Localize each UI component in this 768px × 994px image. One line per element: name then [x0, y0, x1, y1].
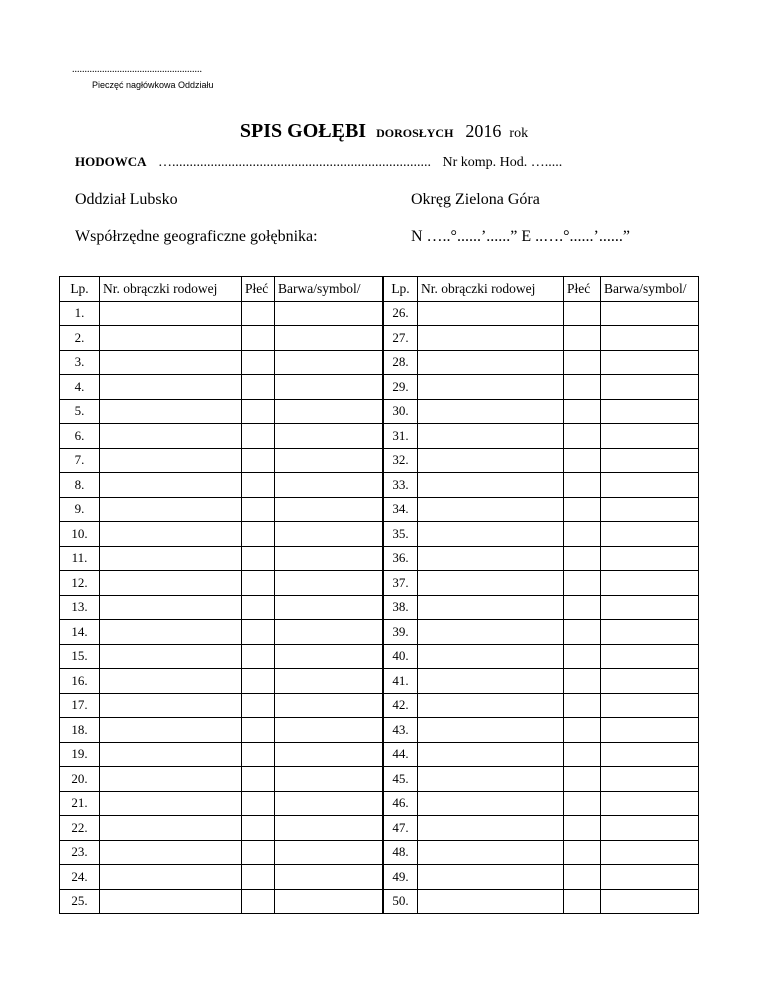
row-number-right: 48. [384, 840, 418, 865]
table-row [60, 473, 699, 498]
table-row [60, 718, 699, 743]
color-cell[interactable] [275, 767, 383, 792]
sex-cell[interactable] [564, 571, 601, 596]
table-body [60, 277, 699, 914]
color-cell[interactable] [275, 375, 383, 400]
header-color-right: Barwa/symbol/ [601, 277, 699, 302]
sex-cell[interactable] [242, 644, 275, 669]
ring-number-cell[interactable] [418, 816, 564, 841]
ring-number-cell[interactable] [100, 865, 242, 890]
sex-cell[interactable] [564, 301, 601, 326]
row-number-right: 31. [384, 424, 418, 449]
ring-number-cell[interactable] [100, 816, 242, 841]
sex-cell[interactable] [242, 571, 275, 596]
ring-number-cell[interactable] [100, 840, 242, 865]
row-number-right: 41. [384, 669, 418, 694]
sex-cell[interactable] [242, 473, 275, 498]
sex-cell[interactable] [564, 767, 601, 792]
color-cell[interactable] [601, 399, 699, 424]
color-cell[interactable] [601, 301, 699, 326]
color-cell[interactable] [601, 571, 699, 596]
sex-cell[interactable] [242, 497, 275, 522]
color-cell[interactable] [601, 791, 699, 816]
row-number-right: 36. [384, 546, 418, 571]
title-main: SPIS GOŁĘBI [239, 120, 367, 142]
table-row [60, 350, 699, 375]
ring-number-cell[interactable] [418, 644, 564, 669]
table-row [60, 522, 699, 547]
ring-number-cell[interactable] [418, 889, 564, 914]
coordinates-field[interactable]: N …..°......’......” E ..….°......’......” [411, 228, 630, 245]
sex-cell[interactable] [564, 375, 601, 400]
sex-cell[interactable] [242, 301, 275, 326]
row-number-left: 10. [60, 522, 100, 547]
title-year: 2016 [465, 121, 502, 141]
table-row [60, 375, 699, 400]
ring-number-cell[interactable] [100, 620, 242, 645]
color-cell[interactable] [275, 669, 383, 694]
row-number-left: 9. [60, 497, 100, 522]
row-number-right: 50. [384, 889, 418, 914]
row-number-right: 32. [384, 448, 418, 473]
sex-cell[interactable] [564, 595, 601, 620]
table-row [60, 595, 699, 620]
ring-number-cell[interactable] [100, 718, 242, 743]
table-row [60, 497, 699, 522]
color-cell[interactable] [275, 865, 383, 890]
row-number-right: 40. [384, 644, 418, 669]
sex-cell[interactable] [242, 693, 275, 718]
sex-cell[interactable] [242, 620, 275, 645]
color-cell[interactable] [601, 473, 699, 498]
row-number-left: 15. [60, 644, 100, 669]
hodowca-line [75, 154, 562, 171]
table-row [60, 742, 699, 767]
ring-number-cell[interactable] [418, 497, 564, 522]
ring-number-cell[interactable] [418, 791, 564, 816]
sex-cell[interactable] [564, 522, 601, 547]
color-cell[interactable] [275, 497, 383, 522]
okreg-text: Okręg Zielona Góra [411, 191, 540, 208]
row-number-left: 17. [60, 693, 100, 718]
ring-number-cell[interactable] [100, 571, 242, 596]
sex-cell[interactable] [242, 546, 275, 571]
row-number-left: 25. [60, 889, 100, 914]
row-number-left: 8. [60, 473, 100, 498]
row-number-right: 37. [384, 571, 418, 596]
row-number-right: 43. [384, 718, 418, 743]
color-cell[interactable] [275, 816, 383, 841]
sex-cell[interactable] [242, 718, 275, 743]
sex-cell[interactable] [242, 840, 275, 865]
row-number-left: 18. [60, 718, 100, 743]
ring-number-cell[interactable] [100, 497, 242, 522]
table-row [60, 669, 699, 694]
table-row [60, 571, 699, 596]
ring-number-cell[interactable] [100, 644, 242, 669]
sex-cell[interactable] [564, 865, 601, 890]
ring-number-cell[interactable] [418, 375, 564, 400]
nr-komp-field[interactable]: Nr komp. Hod. …..... [442, 155, 563, 170]
ring-number-cell[interactable] [100, 448, 242, 473]
table-row [60, 840, 699, 865]
color-cell[interactable] [275, 546, 383, 571]
sex-cell[interactable] [242, 424, 275, 449]
row-number-right: 39. [384, 620, 418, 645]
color-cell[interactable] [601, 644, 699, 669]
ring-number-cell[interactable] [100, 791, 242, 816]
sex-cell[interactable] [242, 326, 275, 351]
title-rok: rok [509, 126, 529, 141]
ring-number-cell[interactable] [418, 595, 564, 620]
sex-cell[interactable] [564, 644, 601, 669]
header-sex-left: Płeć [242, 277, 275, 302]
color-cell[interactable] [275, 399, 383, 424]
row-number-right: 33. [384, 473, 418, 498]
row-number-right: 45. [384, 767, 418, 792]
table-row [60, 301, 699, 326]
stamp-dots: .................................................... [72, 64, 202, 75]
color-cell[interactable] [275, 424, 383, 449]
page-title [0, 120, 768, 143]
ring-number-cell[interactable] [418, 350, 564, 375]
ring-number-cell[interactable] [100, 399, 242, 424]
sex-cell[interactable] [564, 669, 601, 694]
table-row [60, 889, 699, 914]
color-cell[interactable] [601, 595, 699, 620]
ring-number-cell[interactable] [418, 620, 564, 645]
sex-cell[interactable] [242, 767, 275, 792]
sex-cell[interactable] [242, 448, 275, 473]
table-row [60, 791, 699, 816]
table-row [60, 424, 699, 449]
row-number-right: 46. [384, 791, 418, 816]
ring-number-cell[interactable] [100, 522, 242, 547]
table-row [60, 644, 699, 669]
sex-cell[interactable] [564, 448, 601, 473]
row-number-right: 34. [384, 497, 418, 522]
color-cell[interactable] [601, 350, 699, 375]
row-number-right: 29. [384, 375, 418, 400]
row-number-left: 21. [60, 791, 100, 816]
color-cell[interactable] [601, 767, 699, 792]
color-cell[interactable] [601, 522, 699, 547]
ring-number-cell[interactable] [418, 669, 564, 694]
ring-number-cell[interactable] [418, 448, 564, 473]
row-number-left: 4. [60, 375, 100, 400]
ring-number-cell[interactable] [100, 767, 242, 792]
header-lp-left: Lp. [60, 277, 100, 302]
ring-number-cell[interactable] [418, 840, 564, 865]
sex-cell[interactable] [564, 546, 601, 571]
ring-number-cell[interactable] [418, 326, 564, 351]
color-cell[interactable] [601, 546, 699, 571]
ring-number-cell[interactable] [100, 473, 242, 498]
ring-number-cell[interactable] [100, 693, 242, 718]
sex-cell[interactable] [242, 522, 275, 547]
row-number-left: 3. [60, 350, 100, 375]
row-number-right: 28. [384, 350, 418, 375]
table-row [60, 448, 699, 473]
row-number-left: 24. [60, 865, 100, 890]
table-row [60, 546, 699, 571]
ring-number-cell[interactable] [100, 742, 242, 767]
sex-cell[interactable] [242, 865, 275, 890]
row-number-left: 23. [60, 840, 100, 865]
row-number-left: 19. [60, 742, 100, 767]
header-ring-right: Nr. obrączki rodowej [418, 277, 564, 302]
ring-number-cell[interactable] [418, 424, 564, 449]
color-cell[interactable] [275, 350, 383, 375]
table-header-row [60, 277, 699, 302]
color-cell[interactable] [275, 326, 383, 351]
row-number-left: 5. [60, 399, 100, 424]
ring-number-cell[interactable] [418, 742, 564, 767]
ring-number-cell[interactable] [100, 889, 242, 914]
ring-number-cell[interactable] [418, 399, 564, 424]
color-cell[interactable] [275, 448, 383, 473]
sex-cell[interactable] [242, 595, 275, 620]
ring-number-cell[interactable] [418, 693, 564, 718]
color-cell[interactable] [275, 620, 383, 645]
row-number-right: 35. [384, 522, 418, 547]
sex-cell[interactable] [564, 326, 601, 351]
sex-cell[interactable] [242, 399, 275, 424]
ring-number-cell[interactable] [418, 546, 564, 571]
sex-cell[interactable] [564, 742, 601, 767]
color-cell[interactable] [601, 424, 699, 449]
stamp-label: Pieczęć nagłówkowa Oddziału [92, 80, 214, 90]
table-row [60, 865, 699, 890]
header-ring-left: Nr. obrączki rodowej [100, 277, 242, 302]
sex-cell[interactable] [564, 399, 601, 424]
color-cell[interactable] [601, 889, 699, 914]
color-cell[interactable] [601, 669, 699, 694]
sex-cell[interactable] [242, 742, 275, 767]
row-number-right: 38. [384, 595, 418, 620]
hodowca-field[interactable]: ….......................................................................... [158, 155, 431, 170]
ring-number-cell[interactable] [100, 546, 242, 571]
oddzial-text: Oddział Lubsko [75, 191, 178, 208]
sex-cell[interactable] [564, 718, 601, 743]
sex-cell[interactable] [242, 350, 275, 375]
color-cell[interactable] [275, 840, 383, 865]
table-row [60, 693, 699, 718]
color-cell[interactable] [601, 865, 699, 890]
ring-number-cell[interactable] [100, 375, 242, 400]
row-number-left: 22. [60, 816, 100, 841]
row-number-left: 6. [60, 424, 100, 449]
row-number-left: 13. [60, 595, 100, 620]
sex-cell[interactable] [242, 669, 275, 694]
row-number-right: 30. [384, 399, 418, 424]
pigeon-list-table [59, 276, 699, 914]
row-number-right: 49. [384, 865, 418, 890]
color-cell[interactable] [601, 375, 699, 400]
color-cell[interactable] [275, 571, 383, 596]
row-number-right: 42. [384, 693, 418, 718]
header-sex-right: Płeć [564, 277, 601, 302]
sex-cell[interactable] [564, 889, 601, 914]
row-number-right: 44. [384, 742, 418, 767]
color-cell[interactable] [601, 620, 699, 645]
row-number-left: 16. [60, 669, 100, 694]
color-cell[interactable] [601, 718, 699, 743]
color-cell[interactable] [275, 718, 383, 743]
ring-number-cell[interactable] [100, 669, 242, 694]
ring-number-cell[interactable] [100, 595, 242, 620]
sex-cell[interactable] [564, 350, 601, 375]
table-row [60, 620, 699, 645]
table-row [60, 326, 699, 351]
color-cell[interactable] [275, 644, 383, 669]
row-number-left: 2. [60, 326, 100, 351]
ring-number-cell[interactable] [418, 522, 564, 547]
sex-cell[interactable] [242, 889, 275, 914]
sex-cell[interactable] [564, 840, 601, 865]
table-row [60, 399, 699, 424]
ring-number-cell[interactable] [418, 767, 564, 792]
sex-cell[interactable] [242, 791, 275, 816]
coordinates-label: Współrzędne geograficzne gołębnika: [75, 228, 318, 245]
ring-number-cell[interactable] [100, 326, 242, 351]
row-number-left: 12. [60, 571, 100, 596]
sex-cell[interactable] [242, 816, 275, 841]
header-color-left: Barwa/symbol/ [275, 277, 383, 302]
title-sub: DOROSŁYCH [376, 126, 454, 140]
color-cell[interactable] [601, 840, 699, 865]
ring-number-cell[interactable] [418, 571, 564, 596]
row-number-right: 27. [384, 326, 418, 351]
sex-cell[interactable] [564, 693, 601, 718]
color-cell[interactable] [601, 497, 699, 522]
row-number-left: 11. [60, 546, 100, 571]
sex-cell[interactable] [564, 816, 601, 841]
ring-number-cell[interactable] [418, 718, 564, 743]
row-number-left: 14. [60, 620, 100, 645]
row-number-left: 1. [60, 301, 100, 326]
color-cell[interactable] [601, 693, 699, 718]
color-cell[interactable] [275, 301, 383, 326]
sex-cell[interactable] [564, 620, 601, 645]
row-number-right: 47. [384, 816, 418, 841]
ring-number-cell[interactable] [418, 865, 564, 890]
sex-cell[interactable] [564, 791, 601, 816]
row-number-left: 20. [60, 767, 100, 792]
color-cell[interactable] [601, 816, 699, 841]
color-cell[interactable] [601, 448, 699, 473]
row-number-right: 26. [384, 301, 418, 326]
sex-cell[interactable] [564, 497, 601, 522]
color-cell[interactable] [275, 522, 383, 547]
row-number-left: 7. [60, 448, 100, 473]
color-cell[interactable] [601, 742, 699, 767]
header-lp-right: Lp. [384, 277, 418, 302]
ring-number-cell[interactable] [100, 424, 242, 449]
color-cell[interactable] [601, 326, 699, 351]
table-row [60, 816, 699, 841]
ring-number-cell[interactable] [100, 350, 242, 375]
color-cell[interactable] [275, 889, 383, 914]
color-cell[interactable] [275, 693, 383, 718]
sex-cell[interactable] [564, 473, 601, 498]
hodowca-label: HODOWCA [75, 154, 147, 169]
color-cell[interactable] [275, 742, 383, 767]
color-cell[interactable] [275, 791, 383, 816]
ring-number-cell[interactable] [100, 301, 242, 326]
table-row [60, 767, 699, 792]
ring-number-cell[interactable] [418, 473, 564, 498]
color-cell[interactable] [275, 595, 383, 620]
sex-cell[interactable] [242, 375, 275, 400]
color-cell[interactable] [275, 473, 383, 498]
ring-number-cell[interactable] [418, 301, 564, 326]
sex-cell[interactable] [564, 424, 601, 449]
